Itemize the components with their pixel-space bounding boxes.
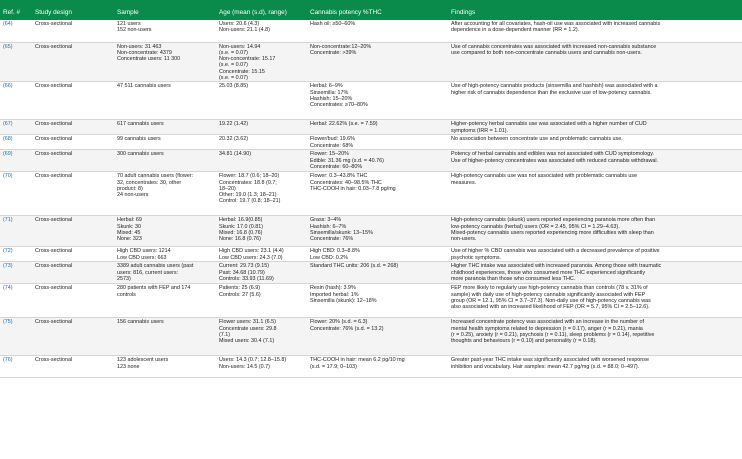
potency-cell-line: Concentrate: >39% [310,49,357,56]
findings-cell-line: group (OR = 12.1, 95% CI = 3.7–37.3). Non-daily use of high-potency cannabis was [451,297,651,304]
potency-cell [307,120,448,135]
sample-cell-line: 152 non-users [117,27,152,34]
findings-cell-line: Use of high-potency cannabis products (sinsemilla and hashish) was associated with a [451,83,658,90]
age-cell [216,120,307,135]
study-design-cell: Cross-sectional [32,247,114,262]
potency-cell [307,216,448,247]
potency-cell-line: Hashish: 15–20% [310,95,353,102]
ref-cell[interactable]: (72) [0,247,32,262]
age-cell-line: Herbal: 16.9(0.85) [219,217,263,224]
table-row [0,135,742,150]
table-row [0,120,742,135]
findings-cell-line: Use of cannabis concentrates was associated with increased non-cannabis substance [451,43,657,50]
findings-cell [448,42,742,82]
potency-cell-line: Resin (hash): 3.9% [310,285,356,292]
sample-cell-line: 32, concentrates: 30, other [117,179,182,186]
study-design-cell: Cross-sectional [32,262,114,284]
sample-cell-line: Low CBD users: 663 [117,254,167,261]
age-cell-line: Non-concentrate: 15.17 [219,56,276,63]
potency-cell-line: Flower/bud: 19.6% [310,136,355,143]
potency-cell-line: Concentrate: 68% [310,142,354,149]
potency-cell-line: Imported herbal: 1% [310,291,359,298]
table-row [0,42,742,82]
sample-cell-line: Mixed: 45 [117,229,141,236]
potency-cell-line: Concentrate: 76% (s.d. = 13.2) [310,325,384,332]
age-cell-line: Concentrates: 18.8 (0.7; [219,179,277,186]
table-row [0,247,742,262]
sample-cell [114,120,216,135]
age-cell [216,172,307,216]
findings-cell-line: Mixed-potency cannabis users reported experiencing more difficulties with sleep than [451,229,654,236]
study-design-cell: Cross-sectional [32,42,114,82]
age-cell-line: 34.81 (14.90) [219,151,252,158]
age-cell-line: Patients: 25 (6.9) [219,285,261,292]
study-design-cell: Cross-sectional [32,20,114,42]
age-cell-line: Control: 19.7 (0.8; 18–21) [219,198,281,205]
sample-cell-line: Non-concentrate: 4379 [117,49,172,56]
study-design-cell: Cross-sectional [32,356,114,378]
sample-cell-line: Skunk: 30 [117,223,141,230]
sample-cell-line: Concentrate users: 11 300 [117,56,181,63]
ref-cell[interactable]: (75) [0,318,32,356]
sample-cell-line: 123 none [117,363,140,370]
ref-cell[interactable]: (73) [0,262,32,284]
findings-cell-line: measures. [451,179,477,186]
age-cell-line: 18–20) [219,185,236,192]
findings-cell-line: symptoms (IRR = 1.01). [451,127,509,134]
ref-cell[interactable]: (67) [0,120,32,135]
sample-cell [114,318,216,356]
sample-cell-line: 617 cannabis users [117,121,164,128]
sample-cell-line: 156 cannabis users [117,319,164,326]
age-cell-line: Concentrate users: 29.8 [219,325,277,332]
findings-cell [448,135,742,150]
age-cell [216,82,307,120]
findings-cell [448,262,742,284]
age-cell [216,216,307,247]
sample-cell [114,82,216,120]
potency-cell-line: Flower: 0.3–43.8% THC [310,173,368,180]
potency-cell-line: Hash oil: ≥50–60% [310,21,356,27]
sample-cell [114,262,216,284]
age-cell-line: 25.03 (8.85) [219,83,249,90]
age-cell-line: Other: 19.0 (1.3; 18–21) [219,192,277,199]
age-cell-line: Flower: 18.7 (0.6; 18–20) [219,173,280,180]
potency-cell-line: (s.d. = 17.9; 0–103) [310,363,357,370]
potency-cell-line: Non-concentrate:12–20% [310,43,372,50]
findings-cell-line: Higher-potency herbal cannabis use was associated with a higher number of CUD [451,121,647,128]
header-study-design: Study design [32,4,114,20]
findings-cell [448,150,742,172]
sample-cell [114,150,216,172]
sample-cell [114,135,216,150]
findings-cell-line: Higher THC intake was associated with increased paranoia. Among those with traumatic [451,263,662,270]
age-cell-line: Users: 20.6 (4.3) [219,21,260,27]
ref-cell[interactable]: (71) [0,216,32,247]
potency-cell-line: Edible: 31.36 mg (s.d. = 40.76) [310,157,384,164]
findings-cell-line: childhood experiences, those who consumed more THC experienced significantly [451,269,646,276]
potency-cell-line: Sinsemilla: 17% [310,89,349,96]
age-cell [216,356,307,378]
sample-cell-line: 70 adult cannabis users (flower: [117,173,194,180]
potency-cell [307,284,448,318]
potency-cell-line: Concentrates: ≥70–80% [310,102,368,109]
ref-cell[interactable]: (64) [0,20,32,42]
study-design-cell: Cross-sectional [32,82,114,120]
findings-cell [448,247,742,262]
findings-cell-line: more paranoia than those who consumed less THC. [451,275,576,282]
study-design-cell: Cross-sectional [32,284,114,318]
findings-cell-line: Use of higher-potency concentrates was associated with reduced cannabis withdrawal. [451,157,659,164]
potency-cell-line: High CBD: 0.3–8.8% [310,248,360,255]
sample-cell-line: 24 non-users [117,192,149,199]
header-findings: Findings [448,4,742,20]
age-cell-line: Users: 14.3 (0.7; 12.8–15.8) [219,357,287,364]
studies-table [0,4,742,378]
ref-cell[interactable]: (69) [0,150,32,172]
findings-cell-line: use compared to both non-concentrate cannabis users and cannabis non-users. [451,49,642,56]
age-cell-line: (s.e. = 0.07) [219,62,248,69]
age-cell-line: Low CBD users: 24.3 (7.0) [219,254,283,261]
study-design-cell: Cross-sectional [32,150,114,172]
sample-cell-line: 3389 adult cannabis users (past [117,263,194,270]
findings-cell-line: Potency of herbal cannabis and edibles was not associated with CUD symptomology. [451,151,655,158]
age-cell-line: 20.32 (3.62) [219,136,249,143]
sample-cell [114,247,216,262]
table-row [0,172,742,216]
potency-cell [307,356,448,378]
header-age: Age (mean (s.d), range) [216,4,307,20]
header-ref: Ref. # [0,4,32,20]
findings-cell-line: No association between concentrate use and problematic cannabis use. [451,136,623,143]
age-cell-line: Controls: 33.93 (11.69) [219,275,274,282]
potency-cell-line: Herbal: 6–9% [310,83,343,90]
study-design-cell: Cross-sectional [32,172,114,216]
findings-cell-line: also associated with an increased likelihood of FEP (OR = 5.7, 95% CI = 2.5–12.6). [451,304,650,311]
study-design-cell: Cross-sectional [32,318,114,356]
age-cell-line: Mixed: 16.8 (0.76) [219,229,263,236]
table-row [0,216,742,247]
age-cell-line: None: 16.8 (0.76) [219,236,261,243]
findings-cell [448,20,742,42]
findings-cell-line: psychotic symptoms. [451,254,502,261]
potency-cell-line: Flower: 20% (s.d. = 6.3) [310,319,368,326]
potency-cell [307,42,448,82]
study-design-cell: Cross-sectional [32,216,114,247]
sample-cell-line: Herbal: 69 [117,217,142,224]
potency-cell [307,150,448,172]
potency-cell-line: Sinsemilla (skunk): 12–18% [310,297,377,304]
findings-cell-line: High-potency cannabis (skunk) users reported experiencing paranoia more often than [451,217,656,224]
age-cell [216,42,307,82]
sample-cell-line: High CBD users: 1214 [117,248,171,255]
table-row [0,150,742,172]
ref-cell[interactable]: (65) [0,42,32,82]
table-row [0,262,742,284]
potency-cell-line: Concentrate: 60–80% [310,163,363,170]
age-cell [216,150,307,172]
sample-cell-line: 123 adolescent users [117,357,169,364]
ref-cell[interactable]: (74) [0,284,32,318]
age-cell-line: 19.22 (1.42) [219,121,249,128]
findings-cell-line: dependence in a dose-dependent manner (RR = 1.2). [451,27,580,34]
age-cell [216,262,307,284]
findings-cell-line: higher risk of cannabis dependence than the exclusive use of low-potency cannabis. [451,89,652,96]
age-cell [216,318,307,356]
potency-cell-line: Grass: 3–4% [310,217,342,224]
table-row [0,356,742,378]
ref-cell[interactable]: (76) [0,356,32,378]
findings-cell-line: sample) with daily use of high-potency cannabis significantly associated with FEP [451,291,646,298]
sample-cell [114,42,216,82]
age-cell [216,284,307,318]
findings-cell-line: Greater past-year THC intake was significantly associated with worsened response [451,357,649,364]
potency-cell [307,82,448,120]
findings-cell [448,82,742,120]
age-cell-line: Current: 29.73 (9.15) [219,263,270,270]
potency-cell-line: Concentrate: 76% [310,236,354,243]
findings-cell-line: FEP more likely to regularly use high-potency cannabis than controls (78 v. 31% of [451,285,648,292]
age-cell-line: High CBD users: 23.1 (4.4) [219,248,284,255]
age-cell-line: Flower users: 31.1 (6.5) [219,319,276,326]
sample-cell-line: None: 323 [117,236,142,243]
age-cell-line: Non-users: 14.5 (0.7) [219,363,270,370]
header-potency: Cannabis potency %THC [307,4,448,20]
potency-cell [307,318,448,356]
potency-cell-line: THC-COOH in hair: mean 6.2 pg/10 mg [310,357,405,364]
sample-cell-line: 99 cannabis users [117,136,161,143]
findings-cell-line: Use of higher % CBD cannabis was associated with a decreased prevalence of positive [451,248,660,255]
table-row [0,82,742,120]
potency-cell-line: Herbal: 22.62% (s.e. = 7.59) [310,121,378,128]
age-cell [216,20,307,42]
sample-cell [114,20,216,42]
age-cell-line: Controls: 27 (5.6) [219,291,261,298]
age-cell [216,247,307,262]
age-cell [216,135,307,150]
findings-cell-line: non-users. [451,236,477,243]
findings-cell-line: low-potency cannabis (herbal) users (OR = 2.45, 95% CI = 1.29–4.63). [451,223,620,230]
findings-cell-line: inhibition and vocabulary. Hair samples: mean 42.7 pg/mg (s.d. = 88.0; 0–497). [451,363,640,370]
ref-cell[interactable]: (66) [0,82,32,120]
potency-cell-line: Standard THC units: 206 (s.d. = 268) [310,263,399,270]
findings-cell [448,120,742,135]
age-cell-line: Non-users: 21.1 (4.8) [219,27,270,34]
findings-cell [448,284,742,318]
potency-cell-line: THC-COOH in hair: 0.03–7.8 pg/mg [310,185,396,192]
sample-cell-line: 2573) [117,275,131,282]
sample-cell [114,284,216,318]
age-cell-line: (7.1) [219,331,231,338]
study-design-cell: Cross-sectional [32,120,114,135]
findings-cell [448,356,742,378]
potency-cell-line: Concentrates: 40–98.5% THC [310,179,382,186]
sample-cell-line: controls [117,291,136,298]
potency-cell-line: Low CBD: 0.2% [310,254,349,261]
age-cell-line: (s.e. = 0.07) [219,74,248,81]
age-cell-line: Mixed users: 30.4 (7.1) [219,338,275,345]
table-row [0,284,742,318]
sample-cell-line: 47 511 cannabis users [117,83,171,90]
sample-cell-line: product: 8) [117,185,143,192]
sample-cell-line: 121 users [117,21,141,27]
age-cell-line: (s.e. = 0.07) [219,49,248,56]
age-cell-line: Non-users: 14.94 [219,43,261,50]
findings-cell-line: thoughts and behaviours (r = 0.10) and personality (r = 0.18). [451,338,597,345]
header-sample: Sample [114,4,216,20]
table-header-row [0,4,742,20]
potency-cell [307,20,448,42]
potency-cell-line: Flower: 15–20% [310,151,349,158]
findings-cell [448,318,742,356]
findings-cell-line: mental health symptoms related to depression (r = 0.17), anger (r = 0.21), mania [451,325,643,332]
sample-cell-line: 280 patients with FEP and 174 [117,285,191,292]
ref-cell[interactable]: (68) [0,135,32,150]
sample-cell [114,356,216,378]
age-cell-line: Concentrate: 15.15 [219,68,265,75]
age-cell-line: Past: 34.68 (10.79) [219,269,265,276]
findings-cell [448,172,742,216]
table-row [0,20,742,42]
age-cell-line: Skunk: 17.0 (0.81) [219,223,264,230]
findings-cell-line: (r = 0.25), anxiety (r = 0.21), psychosis (r = 0.11), sleep problems (r = 0.14), repetitive [451,331,655,338]
findings-cell [448,216,742,247]
potency-cell [307,172,448,216]
potency-cell-line: Hashish: 6–7% [310,223,347,230]
findings-cell-line: After accounting for all covariates, hash-oil use was associated with increased cannabis [451,21,661,27]
sample-cell [114,216,216,247]
potency-cell [307,135,448,150]
sample-cell-line: 300 cannabis users [117,151,164,158]
potency-cell-line: Sinsemilla/skunk: 13–15% [310,229,373,236]
sample-cell [114,172,216,216]
findings-cell-line: High-potency cannabis use was not associated with problematic cannabis use [451,173,638,180]
table-row [0,318,742,356]
sample-cell-line: Non-users: 31 463 [117,43,162,50]
potency-cell [307,247,448,262]
study-design-cell: Cross-sectional [32,135,114,150]
potency-cell [307,262,448,284]
ref-cell[interactable]: (70) [0,172,32,216]
sample-cell-line: users: 816, current users: [117,269,179,276]
findings-cell-line: Increased concentrate potency was associated with an increase in the number of [451,319,644,326]
